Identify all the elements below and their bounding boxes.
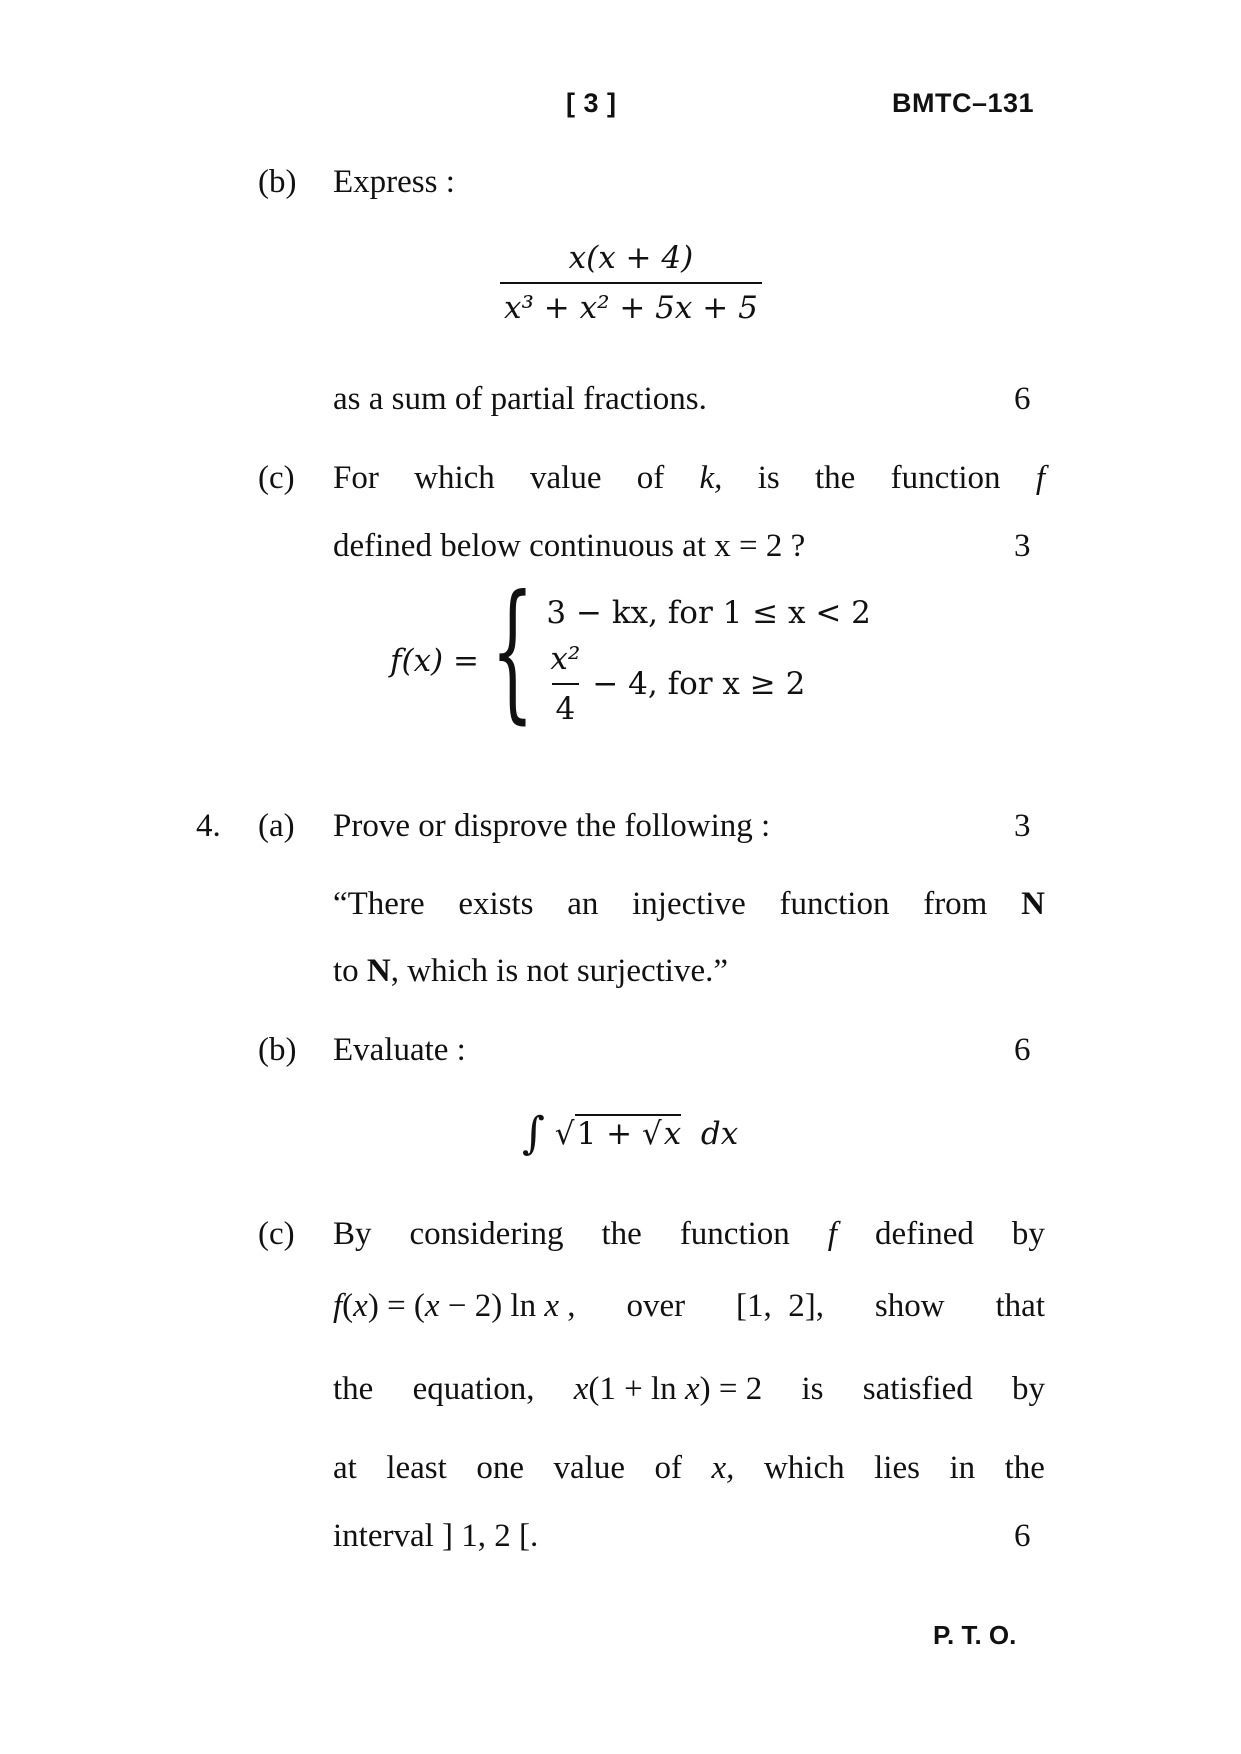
- q3b-denominator: x³ + x² + 5x + 5: [500, 282, 762, 326]
- q4a-marks: 3: [1014, 808, 1031, 844]
- q3c-case2: [546, 641, 871, 727]
- q3b-tail: as a sum of partial fractions.: [333, 381, 707, 417]
- q4c-marks: 6: [1014, 1518, 1031, 1554]
- q3b-label: (b): [258, 164, 297, 200]
- q4c-line1: By considering the function f defined by: [333, 1216, 1045, 1252]
- q3b-fraction: [500, 240, 762, 326]
- q3b-numerator: x(x + 4): [568, 240, 694, 276]
- q3c-label: (c): [258, 460, 295, 496]
- q4a-line1: Prove or disprove the following :: [333, 808, 771, 844]
- q3c-line1: For which value of k, is the function f: [333, 460, 1045, 496]
- q3c-line2: defined below continuous at x = 2 ?: [333, 528, 806, 564]
- q3c-case2-rest: − 4, for x ≥ 2: [592, 666, 806, 702]
- q4-number: 4.: [196, 808, 221, 844]
- q3b-intro: Express :: [333, 164, 455, 200]
- q3b-marks: 6: [1014, 381, 1031, 417]
- page-turn-over: P. T. O.: [933, 1620, 1017, 1650]
- q4a-label: (a): [258, 808, 295, 844]
- q4b-label: (b): [258, 1032, 297, 1068]
- page-number: [ 3 ]: [566, 88, 617, 118]
- q4b-integral: ∫ √1 + √x dx: [522, 1108, 739, 1159]
- q3c-piecewise: [390, 564, 871, 738]
- q4b-line1: Evaluate :: [333, 1032, 466, 1068]
- left-brace-icon: {: [490, 564, 534, 738]
- q4a-line2: “There exists an injective function from N: [333, 886, 1045, 922]
- integral-sign-icon: ∫: [522, 1108, 545, 1159]
- q3c-case2-num: x²: [550, 641, 581, 677]
- q4c-line4: at least one value of x, which lies in the: [333, 1450, 1045, 1486]
- q3c-case2-den: 4: [552, 683, 580, 727]
- q4c-line5: interval ] 1, 2 [.: [333, 1518, 539, 1554]
- q4c-line2: f(x) = (x − 2) ln x , over [1, 2], show that: [333, 1288, 1045, 1324]
- q4c-line3: the equation, x(1 + ln x) = 2 is satisfied by: [333, 1371, 1045, 1407]
- q3c-f-lhs: f(x) =: [390, 643, 479, 679]
- q3c-marks: 3: [1014, 528, 1031, 564]
- q4a-line3: to N, which is not surjective.”: [333, 953, 729, 989]
- q4c-label: (c): [258, 1216, 295, 1252]
- q3c-case1: 3 − kx, for 1 ≤ x < 2: [546, 595, 871, 631]
- course-code: BMTC–131: [892, 88, 1035, 118]
- q4b-marks: 6: [1014, 1032, 1031, 1068]
